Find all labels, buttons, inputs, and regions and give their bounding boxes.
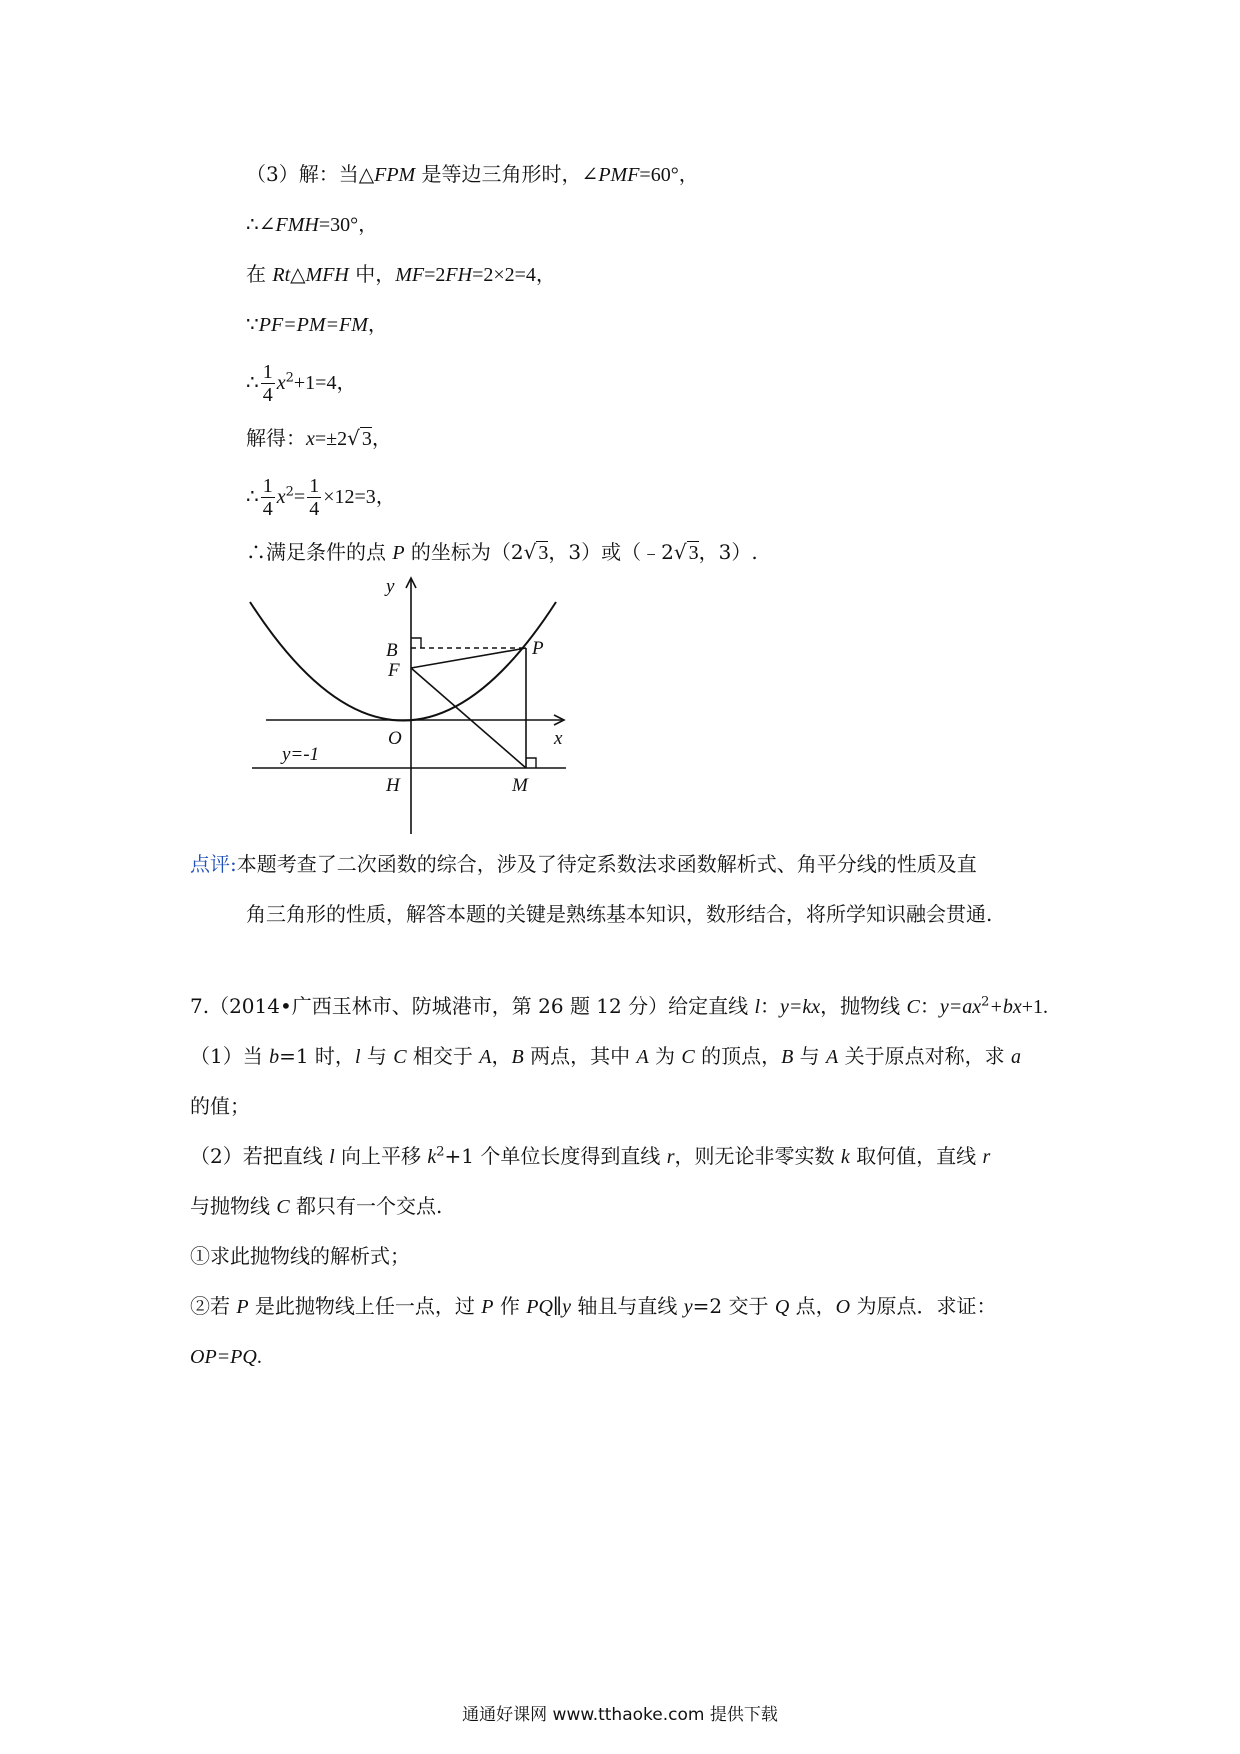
label-h: H <box>386 775 400 796</box>
page-footer: 通通好课网 www.tthaoke.com 提供下载 <box>462 1705 778 1725</box>
fraction-one-quarter: $\frac{1}{4}$ <box>262 475 273 520</box>
radical-sign: √ <box>523 540 537 564</box>
radical-sign: √ <box>673 540 687 564</box>
problem7-line-5: 与抛物线 C 都只有一个交点. <box>190 1194 443 1218</box>
label-o: O <box>388 728 402 749</box>
problem7-line-4: （2）若把直线 l 向上平移 $k^2+1$ 个单位长度得到直线 r，则无论非零实数 k 取何值，直线 r <box>190 1144 991 1168</box>
problem7-line-3: 的值； <box>190 1094 250 1118</box>
label-f: F <box>388 660 400 681</box>
label-m: M <box>512 775 528 796</box>
problem7-line-1: 7.（2014•广西玉林市、防城港市，第 26 题 12 分）给定直线 l：y=kx，抛物线 C：$y=ax^2+bx+1$. <box>190 994 1049 1018</box>
parabola-curve <box>250 602 556 721</box>
comment-tag: 点评: <box>190 852 237 876</box>
solution-line-2: ∴∠FMH=30°， <box>246 212 379 236</box>
right-angle-mark-m <box>526 758 536 768</box>
comment-line-1: 点评:本题考查了二次函数的综合，涉及了待定系数法求函数解析式、角平分线的性质及直 <box>190 852 977 876</box>
solution-line-6: 解得：x=±2√ 3， <box>246 426 392 450</box>
problem7-line-2: （1）当 b=1 时，l 与 C 相交于 A，B 两点，其中 A 为 C 的顶点，B 与 A 关于原点对称，求 a <box>190 1044 1021 1068</box>
label-b: B <box>386 640 398 661</box>
comment-line-2: 角三角形的性质，解答本题的关键是熟练基本知识，数形结合，将所学知识融会贯通. <box>246 902 993 926</box>
radical-sign: √ <box>347 426 360 450</box>
solution-line-1: （3）解：当△FPM 是等边三角形时，∠PMF=60°， <box>246 162 699 186</box>
solution-line-7: ∴ $\frac{1}{4}$ $x^2=$ $\frac{1}{4}$ ×12=3， <box>246 475 396 520</box>
solution-line-4: ∵PF=PM=FM， <box>246 312 388 336</box>
right-angle-mark-b <box>411 638 421 648</box>
label-line-y-minus-1: y=-1 <box>282 744 320 765</box>
label-y: y <box>386 576 395 597</box>
label-x: x <box>554 728 563 749</box>
solution-line-5: ∴ $\frac{1}{4}$ $x^2+1=4$， <box>246 361 357 406</box>
fraction-one-quarter: $\frac{1}{4}$ <box>309 475 320 520</box>
label-p: P <box>532 638 544 659</box>
problem7-line-7: ②若 P 是此抛物线上任一点，过 P 作 PQ∥y 轴且与直线 y=2 交于 Q 点，O 为原点．求证： <box>190 1294 997 1318</box>
parabola-figure <box>240 572 580 834</box>
problem7-line-6: ①求此抛物线的解析式； <box>190 1244 410 1268</box>
solution-line-8: ∴满足条件的点 P 的坐标为（2√ 3，3）或（﹣2√ 3，3）. <box>246 540 758 564</box>
solution-line-3: 在 Rt△MFH 中，MF=2FH=2×2=4， <box>246 262 556 286</box>
fraction-one-quarter: $\frac{1}{4}$ <box>262 361 273 406</box>
problem7-line-8: OP=PQ. <box>190 1346 262 1368</box>
